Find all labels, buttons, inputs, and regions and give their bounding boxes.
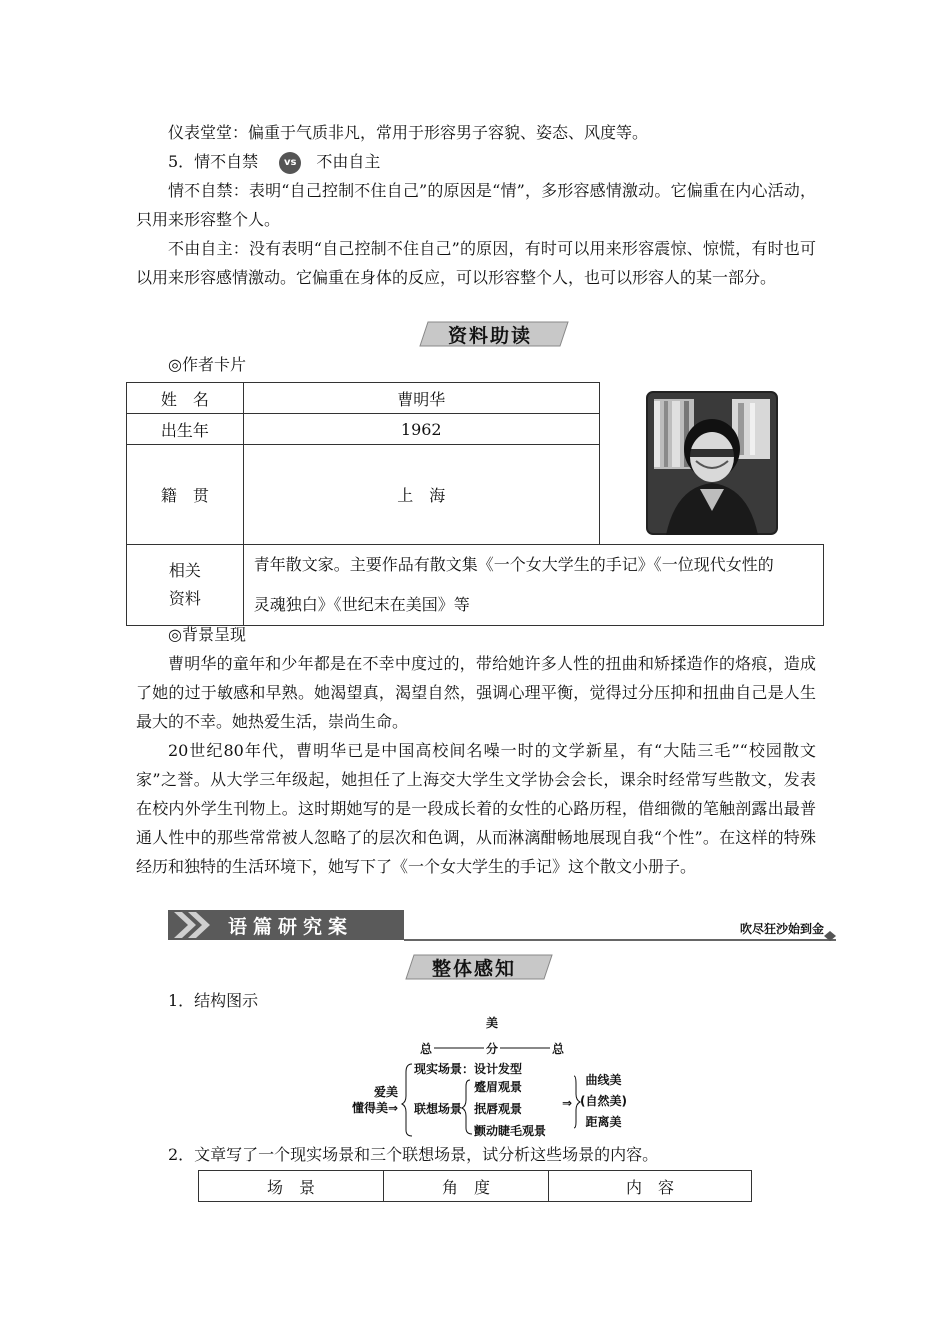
item-5 (168, 147, 380, 176)
origin-label: 籍 贯 (127, 445, 244, 545)
related-info (243, 545, 823, 626)
birth-value: 1962 (243, 414, 599, 445)
structure-diagram (340, 1012, 650, 1140)
scene-header: 场 景 (199, 1171, 384, 1202)
question-2: 2．文章写了一个现实场景和三个联想场景，试分析这些场景的内容。 (168, 1145, 659, 1164)
diagram-zong-right: 总 (552, 1042, 565, 1056)
background-paragraph-1: 曹明华的童年和少年都是在不幸中度过的，带给她许多人性的扭曲和矫揉造作的烙痕，造成了她的过于敏感和早熟。她渴望真，渴望自然，强调心理平衡，觉得过分压抑和扭曲自己是人生最大的不幸。她热爱生活，崇尚生命。 (136, 654, 816, 731)
diagram-left-2: 懂得美⇒ (352, 1101, 399, 1115)
related-label-line1: 相关 (168, 561, 201, 580)
related-label (127, 545, 244, 626)
diagram-zong-left: 总 (420, 1042, 433, 1056)
vs-badge: vs (279, 152, 301, 174)
diagram-fen: 分 (486, 1042, 499, 1056)
diagram-arrow: ⇒ (562, 1096, 573, 1110)
related-line1: 青年散文家。主要作品有散文集《一个女大学生的手记》《一位现代女性的 (253, 555, 774, 574)
origin-value: 上 海 (243, 445, 599, 545)
scene-table (198, 1170, 752, 1202)
diagram-sub-1: 蹙眉观景 (474, 1080, 523, 1094)
item-5-term: 5．情不自禁 (168, 152, 259, 171)
photo-cell (599, 383, 823, 545)
banner-overall (404, 953, 554, 979)
diagram-assoc-scene: 联想场景 (414, 1102, 463, 1116)
related-label-line2: 资料 (168, 589, 201, 608)
item-5-compare-term: 不由自主 (316, 152, 381, 171)
diagram-right-2: (自然美) (580, 1094, 627, 1108)
birth-label: 出生年 (127, 414, 244, 445)
background-paragraph-2: 20世纪80年代，曹明华已是中国高校间名噪一时的文学新星，有“大陆三毛”“校园散文家”之誉。从大学三年级起，她担任了上海交大学生文学协会会长，课余时经常写些散文，发表在校内外学生刊物上。这时期她写的是一段成长着的女性的心路历程，借细微的笔触剖露出最普通人性中的那些常常被人忽略了的层次和色调，从而淋漓酣畅地展现自我“个性”。在这样的特殊经历和独特的生活环境下，她写下了《一个女大学生的手记》这个散文小册子。 (136, 741, 816, 876)
section-banner-title: 语篇研究案 (228, 916, 354, 938)
diagram-real-scene: 现实场景：设计发型 (414, 1062, 523, 1076)
intro-line: 仪表堂堂：偏重于气质非凡，常用于形容男子容貌、姿态、风度等。 (168, 123, 649, 142)
diagram-sub-3: 颤动睫毛观景 (474, 1124, 547, 1138)
author-photo (646, 391, 778, 535)
author-card-table (126, 382, 824, 626)
diagram-left (352, 1084, 398, 1116)
diagram-right-1: 曲线美 (585, 1073, 622, 1087)
paragraph-qingbuzijin: 情不自禁：表明“自己控制不住自己”的原因是“情”，多形容感情激动。它偏重在内心活动，只用来形容整个人。 (136, 181, 816, 229)
diagram-right (580, 1070, 627, 1133)
diagram-sub-2: 抿唇观景 (474, 1102, 523, 1116)
name-label: 姓 名 (127, 383, 244, 414)
content-header: 内 容 (549, 1171, 752, 1202)
paragraph-buyouzizhu: 不由自主：没有表明“自己控制不住自己”的原因，有时可以用来形容震惊、惊慌，有时也可以用来形容感情激动。它偏重在身体的反应，可以形容整个人，也可以形容人的某一部分。 (136, 239, 816, 287)
diagram-top: 美 (486, 1016, 499, 1030)
section-banner (168, 908, 842, 942)
name-value: 曹明华 (243, 383, 599, 414)
angle-header: 角 度 (384, 1171, 549, 1202)
section-motto: 吹尽狂沙始到金 (739, 922, 824, 936)
question-1: 1．结构图示 (168, 991, 259, 1010)
background-label: ◎背景呈现 (168, 625, 246, 644)
related-line2: 灵魂独白》《世纪末在美国》等 (253, 595, 470, 614)
banner-overall-title: 整体感知 (432, 958, 517, 980)
diagram-left-1: 爱美 (374, 1085, 399, 1099)
banner-materials-title: 资料助读 (448, 325, 533, 347)
diagram-right-3: 距离美 (585, 1115, 622, 1129)
author-card-label: ◎作者卡片 (168, 355, 246, 374)
banner-materials (418, 320, 570, 346)
